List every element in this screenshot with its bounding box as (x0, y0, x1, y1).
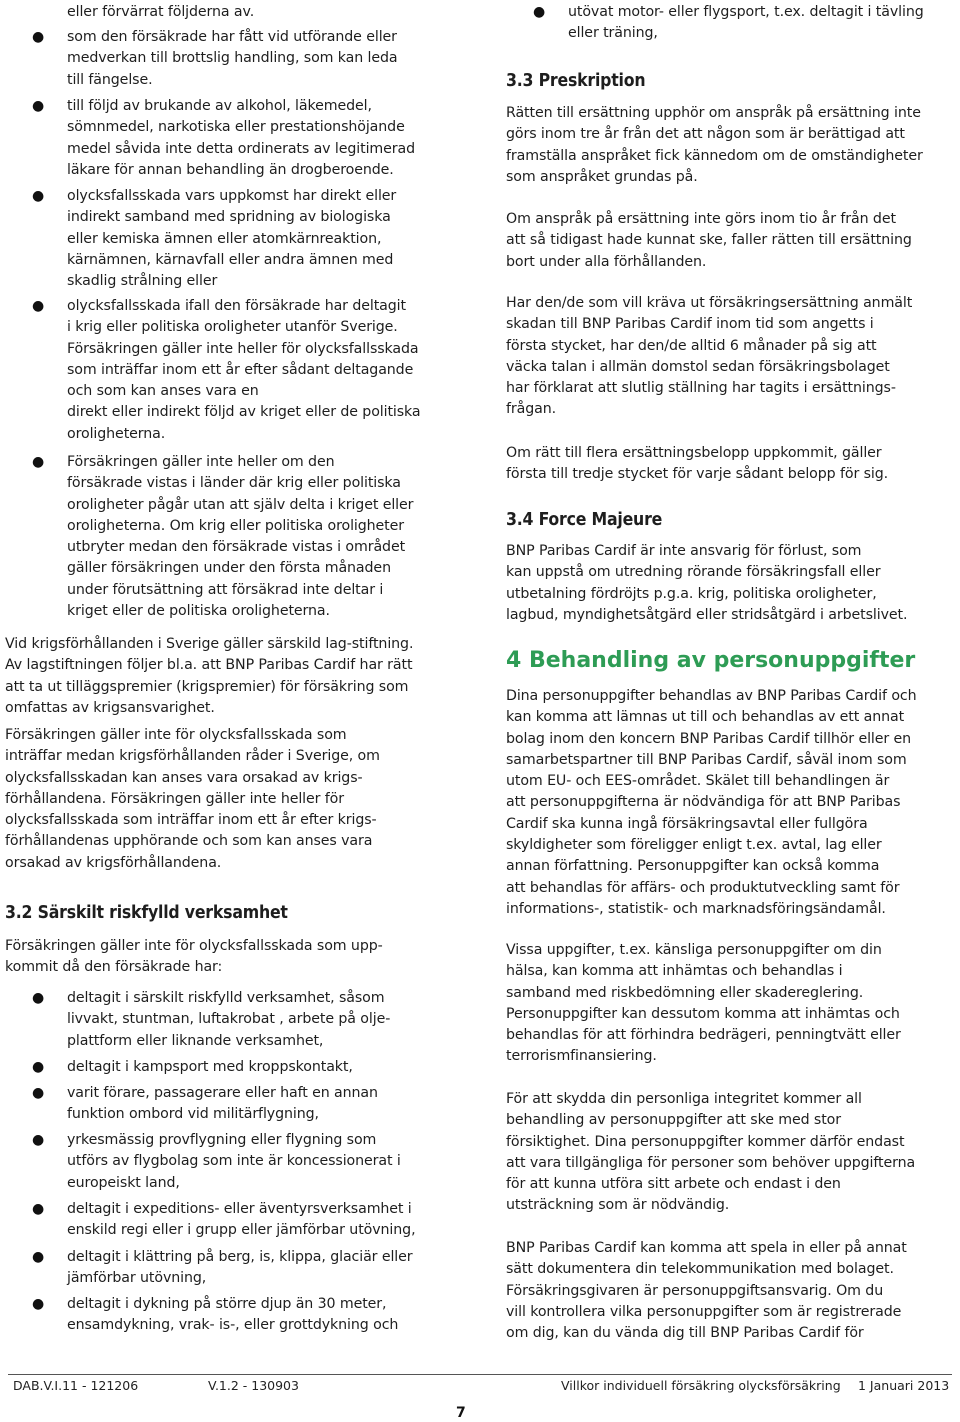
footer-date: 1 Januari 2013 (858, 1378, 950, 1393)
list-item: ● varit förare, passagerare eller haft en annan funktion ombord vid militärflygning, (32, 1085, 378, 1123)
list-item: ● deltagit i klättring på berg, is, klippa, glaciär eller jämförbar utövning, (32, 1249, 413, 1287)
bullet-icon: ● (32, 990, 45, 1006)
paragraph: Försäkringen gäller inte för olycksfallsskada som upp- kommit då den försäkrade har: (5, 938, 383, 976)
list-item: ● deltagit i särskilt riskfylld verksamhet, såsom livvakt, stuntman, luftakrobat , arbete på olje- plattform eller liknande verksamhet, (32, 990, 391, 1049)
list-item: ● olycksfallsskada vars uppkomst har direkt eller indirekt samband med spridning av biologiska eller kemiska ämnen eller atomkärnreaktion, kärnämnen, kärnavfall eller andra ämnen med skadlig strålning eller (32, 188, 397, 290)
page-footer (0, 1374, 960, 1396)
bullet-icon: ● (32, 454, 45, 470)
list-item: ● deltagit i expeditions- eller äventyrsverksamhet i enskild regi eller i grupp eller jämförbar utövning, (32, 1201, 416, 1239)
paragraph: Försäkringen gäller inte för olycksfallsskada som inträffar medan krigsförhållanden råder i Sverige, om olycksfallsskadan kan anses vara orsakad av krigs- förhållandena. Försäkringen gäller inte heller för olycksfallsskada som inträffar inom ett år efter krigs- förhållandenas upphörande och som kan anses vara orsakad av krigsförhållandena. (5, 727, 380, 871)
paragraph: Dina personuppgifter behandlas av BNP Paribas Cardif och kan komma att lämnas ut till och behandlas av ett annat bolag inom den koncern BNP Paribas Cardif tillhör eller en samarbetspartner till BNP Paribas Cardif, såväl inom som utom EU- och EES-området. Skälet till behandlingen är att personuppgifterna är nödvändiga för att BNP Paribas Cardif ska kunna ingå försäkringsavtal eller fullgöra skyldigheter som föreligger enligt t.ex. avtal, lag eller annan författning. Personuppgifter kan också komma att behandlas för affärs- och produktutveckling samt för informations-, statistik- och marknadsföringsändamål. (506, 688, 917, 917)
list-item: ● Försäkringen gäller inte heller om den försäkrade vistas i länder där krig eller politiska oroligheter pågår utan att själv delta i kriget eller oroligheterna. Om krig eller politiska oroligheter utbryter medan den försäkrade vistas i området gäller försäkringen under den första månaden under förutsättning att försäkrad inte deltar i kriget eller de politiska oroligheterna. (32, 454, 414, 620)
footer-doc-code: DAB.V.I.11 - 121206 (13, 1378, 139, 1393)
list-item: ● till följd av brukande av alkohol, läkemedel, sömnmedel, narkotiska eller prestationshöjande medel såvida inte detta ordinerats av legitimerad läkare för annan behandling än drogberoende. (32, 98, 415, 178)
paragraph: För att skydda din personliga integritet kommer all behandling av personuppgifter att ske med stor försiktighet. Dina personuppgifter kommer därför endast att vara tillgängliga för personer som behöver uppgifterna för att kunna utföra sitt arbete och endast i den utsträckning som är nödvändig. (506, 1091, 916, 1214)
footer-version: V.1.2 - 130903 (208, 1378, 299, 1393)
list-item: ● deltagit i dykning på större djup än 30 meter, ensamdykning, vrak- is-, eller grottdykning och (32, 1296, 399, 1334)
bullet-icon: ● (32, 1085, 45, 1101)
paragraph: Har den/de som vill kräva ut försäkringsersättning anmält skadan till BNP Paribas Cardif inom tid som angetts i första stycket, har den/de alltid 6 månader på sig att väcka talan i allmän domstol sedan försäkringsbolaget har förklarat att slutlig ställning har tagits i ersättnings- frågan. (506, 295, 913, 418)
bullet-icon: ● (32, 188, 45, 204)
paragraph: Om rätt till flera ersättningsbelopp uppkommit, gäller första till tredje stycket för varje sådant belopp för sig. (506, 445, 889, 483)
section-heading-4: 4 Behandling av personuppgifter (506, 648, 916, 673)
section-heading-3-2: 3.2 Särskilt riskfylld verksamhet (5, 903, 288, 923)
bullet-icon: ● (32, 1059, 45, 1075)
list-item: ● olycksfallsskada ifall den försäkrade har deltagit i krig eller politiska oroligheter utanför Sverige. Försäkringen gäller inte heller för olycksfallsskada som inträffar inom ett år efter sådant deltagande och som kan anses vara en direkt eller indirekt följd av kriget eller de politiska oroligheterna. (32, 298, 421, 442)
bullet-icon: ● (32, 29, 45, 45)
paragraph: BNP Paribas Cardif kan komma att spela in eller på annat sätt dokumentera din telekommunikation med bolaget. Försäkringsgivaren är personuppgiftsansvarig. Om du vill kontrollera vilka personuppgifter som är registrerade om dig, kan du vända dig till BNP Paribas Cardif för (506, 1240, 907, 1342)
page-number: 7 (456, 1405, 466, 1421)
bullet-icon: ● (32, 1296, 45, 1312)
paragraph: BNP Paribas Cardif är inte ansvarig för förlust, som kan uppstå om utredning rörande försäkringsfall eller utbetalning fördröjts p.g.a. krig, politiska oroligheter, lagbud, myndighetsåtgärd eller stridsåtgärd i arbetslivet. (506, 543, 908, 623)
bullet-icon: ● (32, 298, 45, 314)
section-heading-3-4: 3.4 Force Majeure (506, 510, 663, 530)
list-item: ● utövat motor- eller flygsport, t.ex. deltagit i tävling eller träning, (533, 4, 924, 42)
bullet-icon: ● (32, 1201, 45, 1217)
list-item: ● deltagit i kampsport med kroppskontakt, (67, 1057, 353, 1078)
footer-title: Villkor individuell försäkring olycksförsäkring (561, 1378, 841, 1393)
paragraph: Om anspråk på ersättning inte görs inom tio år från det att så tidigast hade kunnat ske, faller rätten till ersättning bort under alla förhållanden. (506, 211, 912, 270)
paragraph: Vid krigsförhållanden i Sverige gäller särskild lag-stiftning. Av lagstiftningen följer bl.a. att BNP Paribas Cardif har rätt att ta ut tilläggspremier (krigspremier) för försäkring som omfattas av krigsansvarighet. (5, 636, 414, 716)
intro-line: eller förvärrat följderna av. (67, 4, 255, 20)
bullet-icon: ● (32, 98, 45, 114)
bullet-icon: ● (32, 1132, 45, 1148)
list-item: ● yrkesmässig provflygning eller flygning som utförs av flygbolag som inte är koncessionerat i europeiskt land, (32, 1132, 401, 1191)
bullet-icon: ● (32, 1249, 45, 1265)
list-item: ● som den försäkrade har fått vid utförande eller medverkan till brottslig handling, som kan leda till fängelse. (32, 29, 398, 88)
bullet-icon: ● (533, 4, 546, 20)
paragraph: Rätten till ersättning upphör om anspråk på ersättning inte görs inom tre år från det att någon som är berättigad att framställa anspråket fick kännedom om de omständigheter som anspråket grundas på. (506, 105, 923, 185)
paragraph: Vissa uppgifter, t.ex. känsliga personuppgifter om din hälsa, kan komma att inhämtas och behandlas i samband med riskbedömning eller skadereglering. Personuppgifter kan dessutom komma att inhämtas och behandlas för att förhindra bedrägeri, penningtvätt eller terrorismfinansiering. (506, 942, 901, 1065)
footer-divider (8, 1374, 952, 1375)
section-heading-3-3: 3.3 Preskription (506, 71, 646, 91)
